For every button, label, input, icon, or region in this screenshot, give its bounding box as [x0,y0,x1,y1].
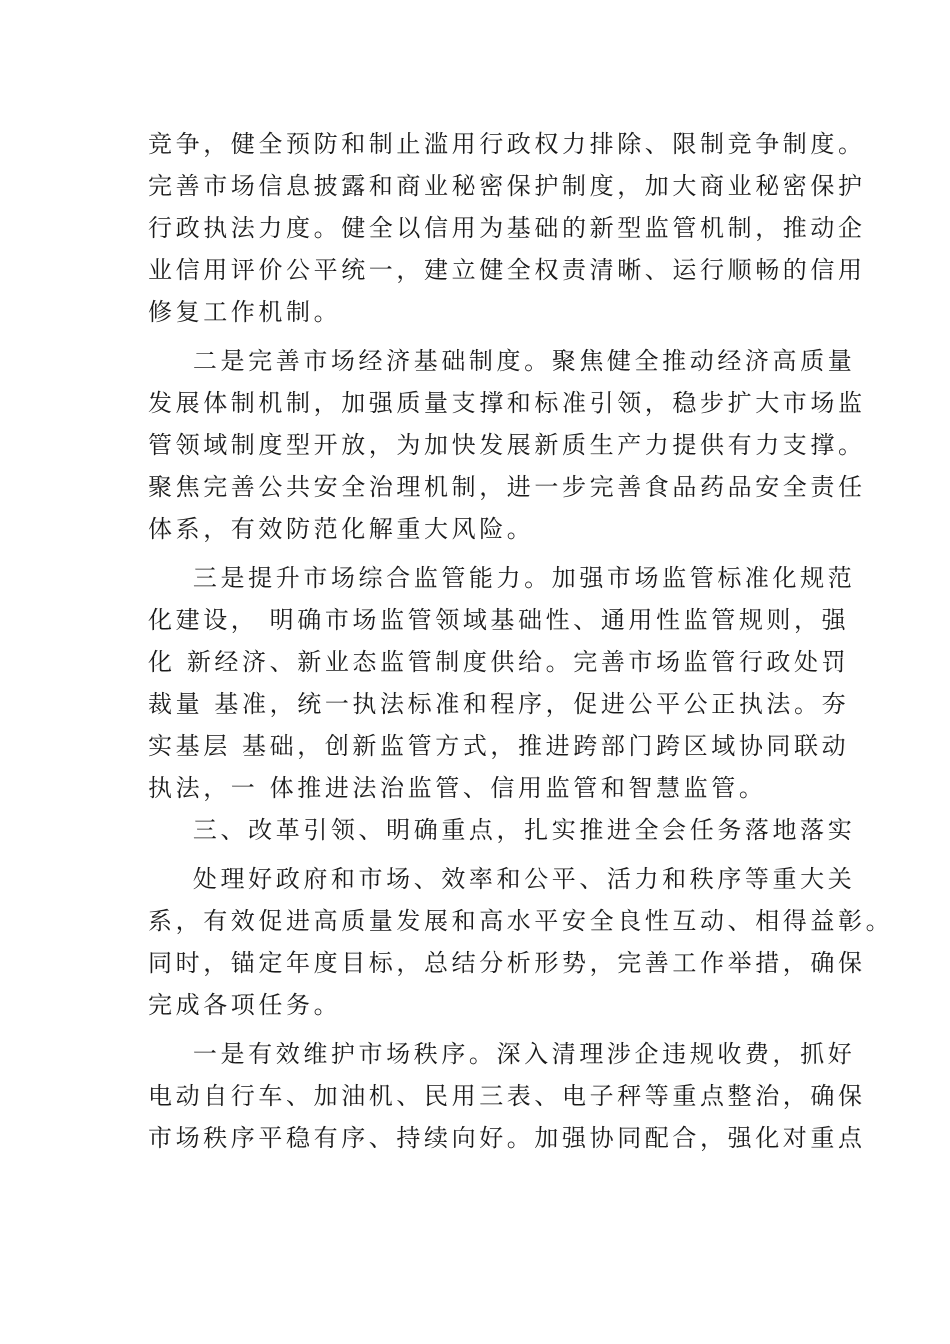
heading-line: 三、改革引领、明确重点，扎实推进全会任务落地落实 [148,816,856,844]
text-line: 业信用评价公平统一，建立健全权责清晰、运行顺畅的信用 [148,256,866,284]
text-line: 执法，一 体推进法治监管、信用监管和智慧监管。 [148,774,767,802]
text-line: 修复工作机制。 [148,298,342,326]
paragraph [148,557,856,809]
text-line: 化建设， 明确市场监管领域基础性、通用性监管规则，强 [148,606,850,634]
text-line: 一是有效维护市场秩序。深入清理涉企违规收费，抓好 [148,1040,856,1068]
text-line: 处理好政府和市场、效率和公平、活力和秩序等重大关 [148,865,856,893]
section-heading [148,809,856,851]
text-line: 三是提升市场综合监管能力。加强市场监管标准化规范 [148,564,856,592]
text-line: 实基层 基础，创新监管方式，推进跨部门跨区域协同联动 [148,732,850,760]
paragraph [148,123,866,333]
document-body [148,123,894,1159]
paragraph [148,340,866,550]
text-line: 同时，锚定年度目标，总结分析形势，完善工作举措，确保 [148,949,866,977]
text-line: 完成各项任务。 [148,991,342,1019]
text-line: 体系，有效防范化解重大风险。 [148,515,535,543]
paragraph-spacer [148,333,818,340]
text-line: 发展体制机制，加强质量支撑和标准引领，稳步扩大市场监 [148,389,866,417]
paragraph-spacer [148,851,818,858]
text-line: 裁量 基准，统一执法标准和程序，促进公平公正执法。夯 [148,690,850,718]
text-line: 行政执法力度。健全以信用为基础的新型监管机制，推动企 [148,214,866,242]
text-line: 系，有效促进高质量发展和高水平安全良性互动、相得益彰。 [148,907,894,935]
paragraph [148,858,894,1026]
text-line: 二是完善市场经济基础制度。聚焦健全推动经济高质量 [148,347,856,375]
text-line: 完善市场信息披露和商业秘密保护制度，加大商业秘密保护 [148,172,866,200]
text-line: 化 新经济、新业态监管制度供给。完善市场监管行政处罚 [148,648,850,676]
paragraph-spacer [148,550,818,557]
text-line: 电动自行车、加油机、民用三表、电子秤等重点整治，确保 [148,1082,866,1110]
text-line: 管领域制度型开放，为加快发展新质生产力提供有力支撑。 [148,431,866,459]
text-line: 市场秩序平稳有序、持续向好。加强协同配合，强化对重点 [148,1124,866,1152]
paragraph [148,1033,866,1159]
text-line: 聚焦完善公共安全治理机制，进一步完善食品药品安全责任 [148,473,866,501]
paragraph-spacer [148,1026,818,1033]
text-line: 竞争，健全预防和制止滥用行政权力排除、限制竞争制度。 [148,130,866,158]
